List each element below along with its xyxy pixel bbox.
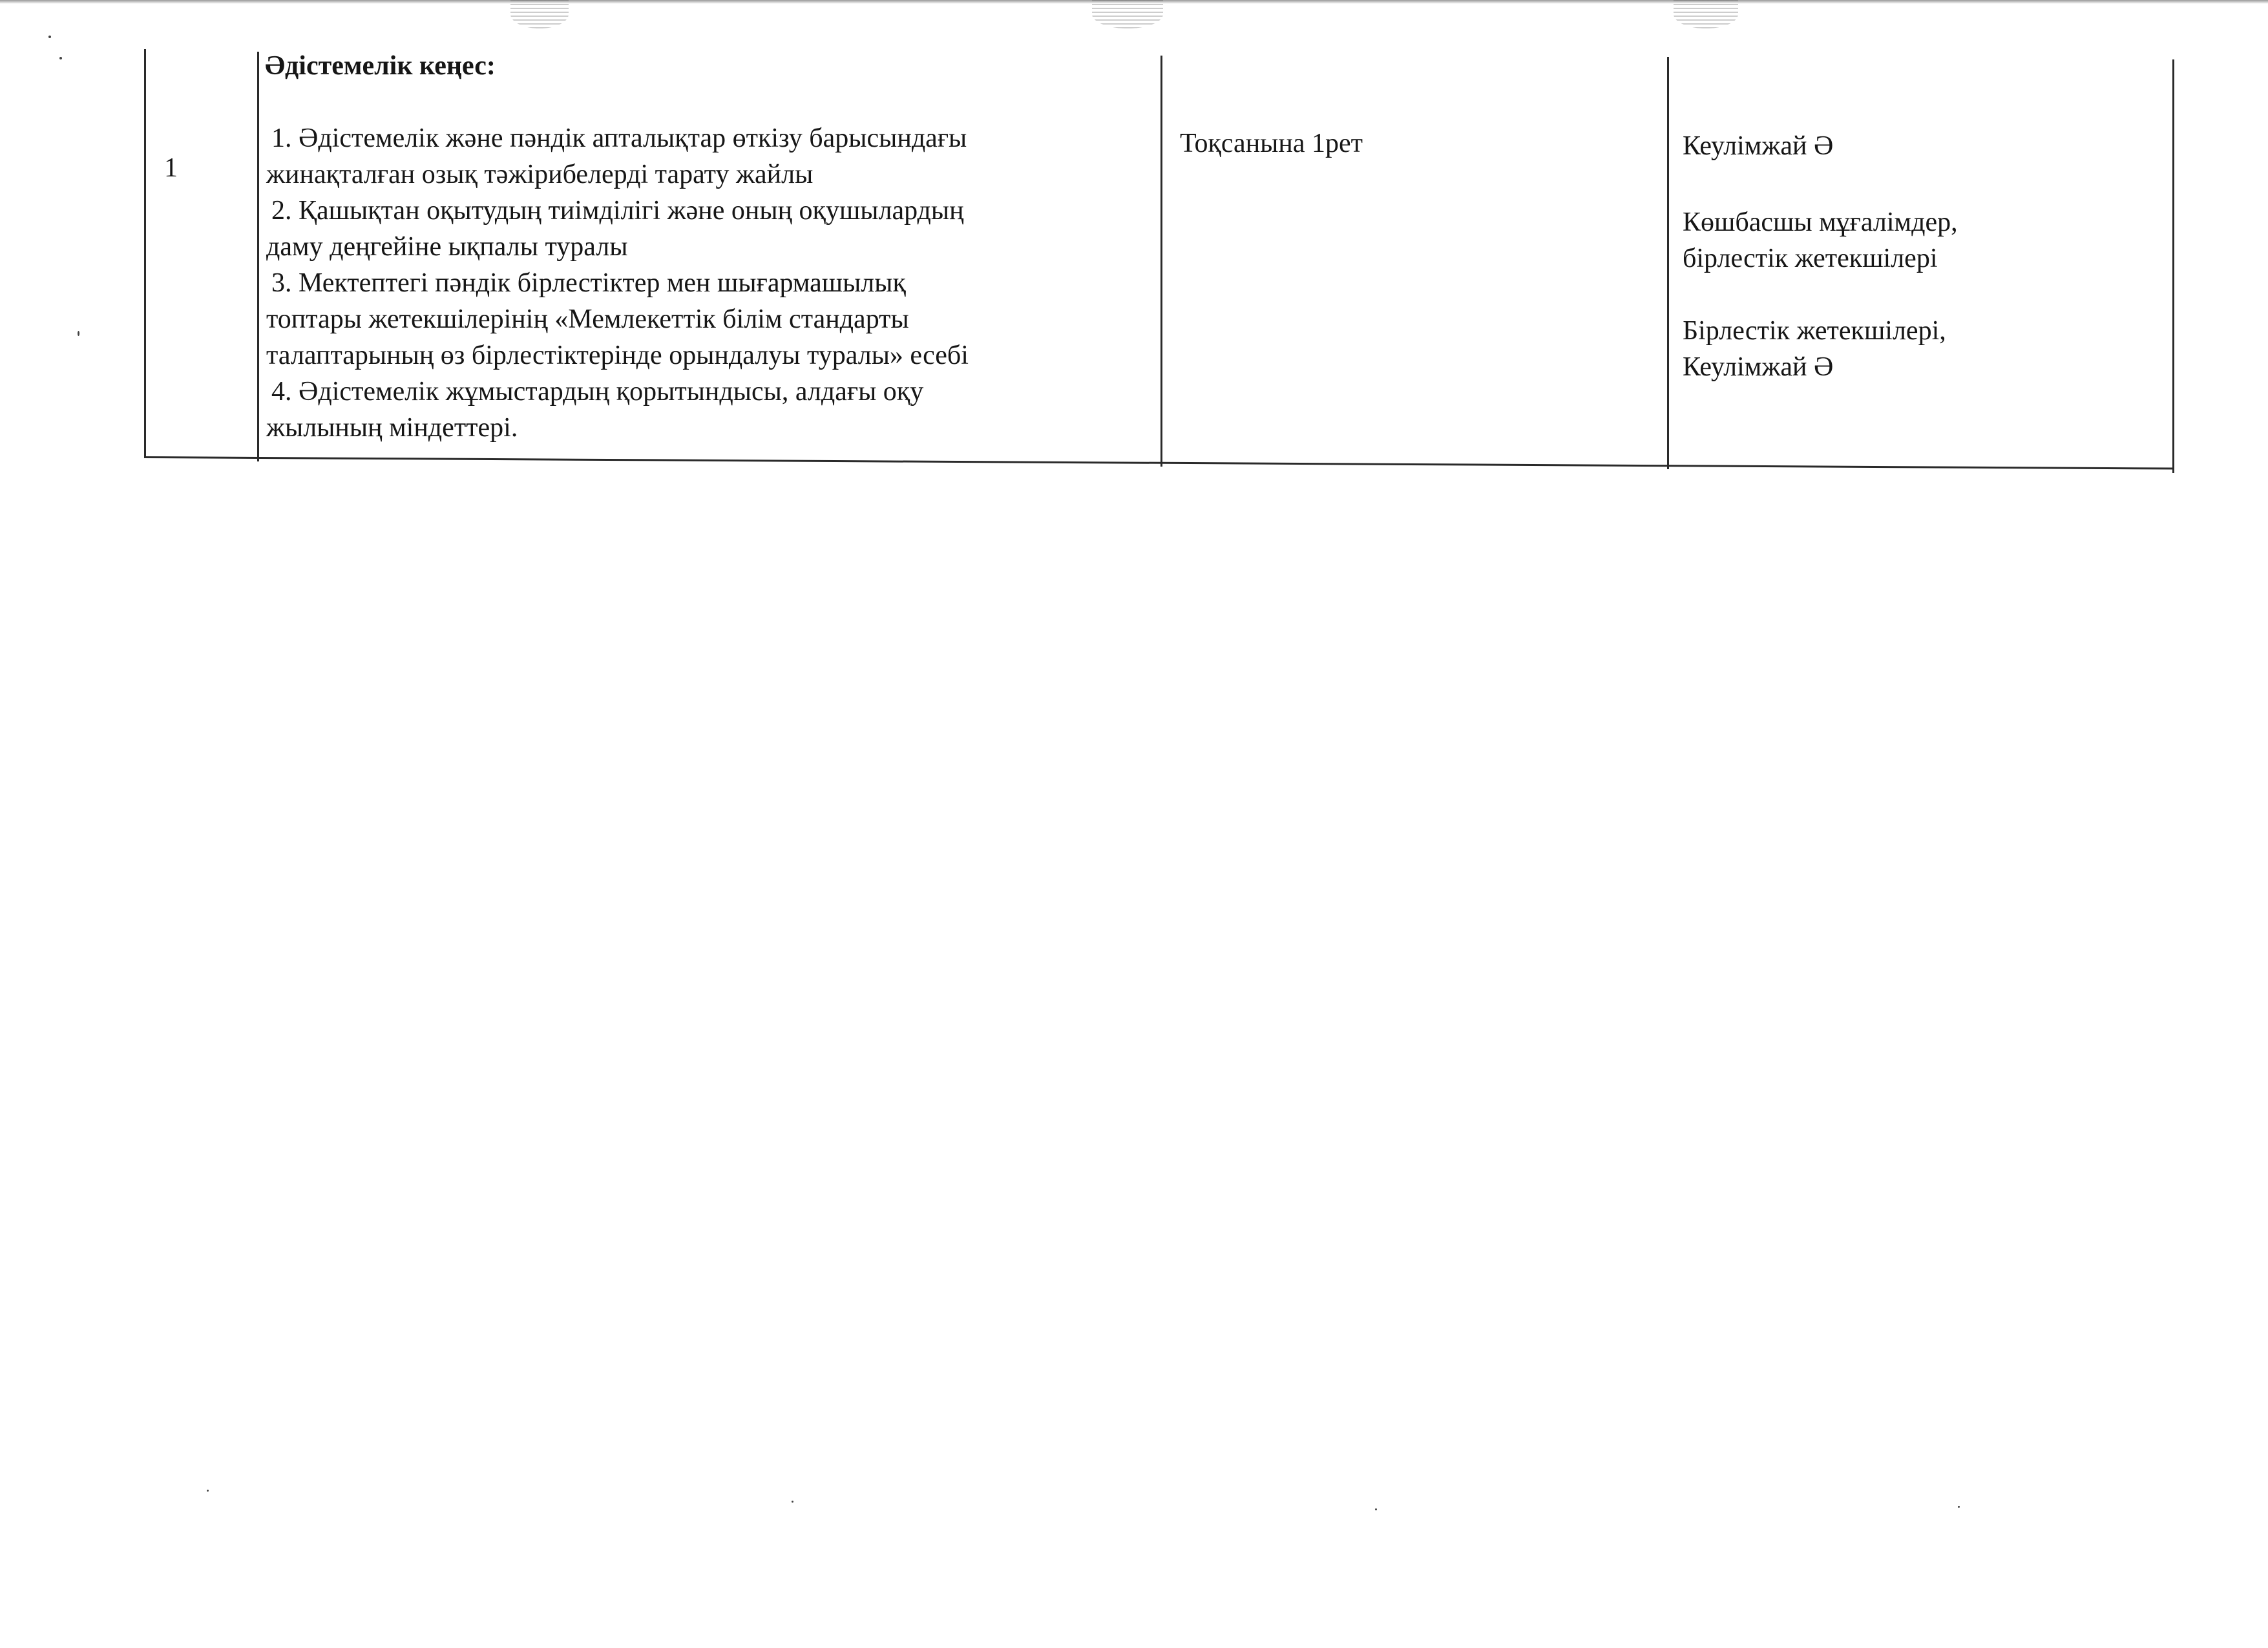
scan-speck <box>207 1490 209 1492</box>
content-line: жылының міндеттері. <box>266 413 518 443</box>
scan-smudge <box>510 0 569 28</box>
column-divider-timeframe <box>1667 57 1669 469</box>
column-divider-number <box>257 52 259 461</box>
content-line: даму деңгейіне ықпалы туралы <box>266 232 628 262</box>
responsible-line: Кеулімжай Ә <box>1683 352 1834 382</box>
scan-smudge <box>1674 0 1738 28</box>
responsible-line: бірлестік жетекшілері <box>1683 244 1938 273</box>
table-border-left <box>144 49 146 458</box>
scan-speck <box>48 36 51 38</box>
content-line: 1. Әдістемелік және пәндік апталықтар өткізу барысындағы <box>271 123 967 153</box>
content-line: 4. Әдістемелік жұмыстардың қорытындысы, алдағы оқу <box>271 377 924 407</box>
table-border-right <box>2172 59 2174 473</box>
table-border-bottom <box>144 456 2174 470</box>
scan-speck <box>1375 1508 1377 1510</box>
content-line: 3. Мектептегі пәндік бірлестіктер мен шығармашылық <box>271 268 906 298</box>
content-line: талаптарының өз бірлестіктерінде орындалуы туралы» есебі <box>266 341 969 370</box>
scan-speck <box>792 1501 793 1503</box>
column-divider-content <box>1160 56 1162 467</box>
scan-smudge <box>1092 0 1163 28</box>
content-heading: Әдістемелік кеңес: <box>265 51 496 81</box>
responsible-line: Көшбасшы мұғалімдер, <box>1683 207 1958 237</box>
row-number: 1 <box>164 153 178 183</box>
content-line: топтары жетекшілерінің «Мемлекеттік білім стандарты <box>266 304 909 334</box>
content-line: жинақталған озық тәжірибелерді тарату жайлы <box>266 160 814 189</box>
timeframe: Тоқсанына 1рет <box>1180 129 1363 158</box>
responsible-line: Бірлестік жетекшілері, <box>1683 316 1946 346</box>
scan-speck <box>1958 1506 1960 1508</box>
scan-speck <box>59 57 62 59</box>
content-line: 2. Қашықтан оқытудың тиімділігі және оның оқушылардың <box>271 196 964 226</box>
scan-speck <box>78 331 79 336</box>
responsible-line: Кеулімжай Ә <box>1683 131 1834 161</box>
